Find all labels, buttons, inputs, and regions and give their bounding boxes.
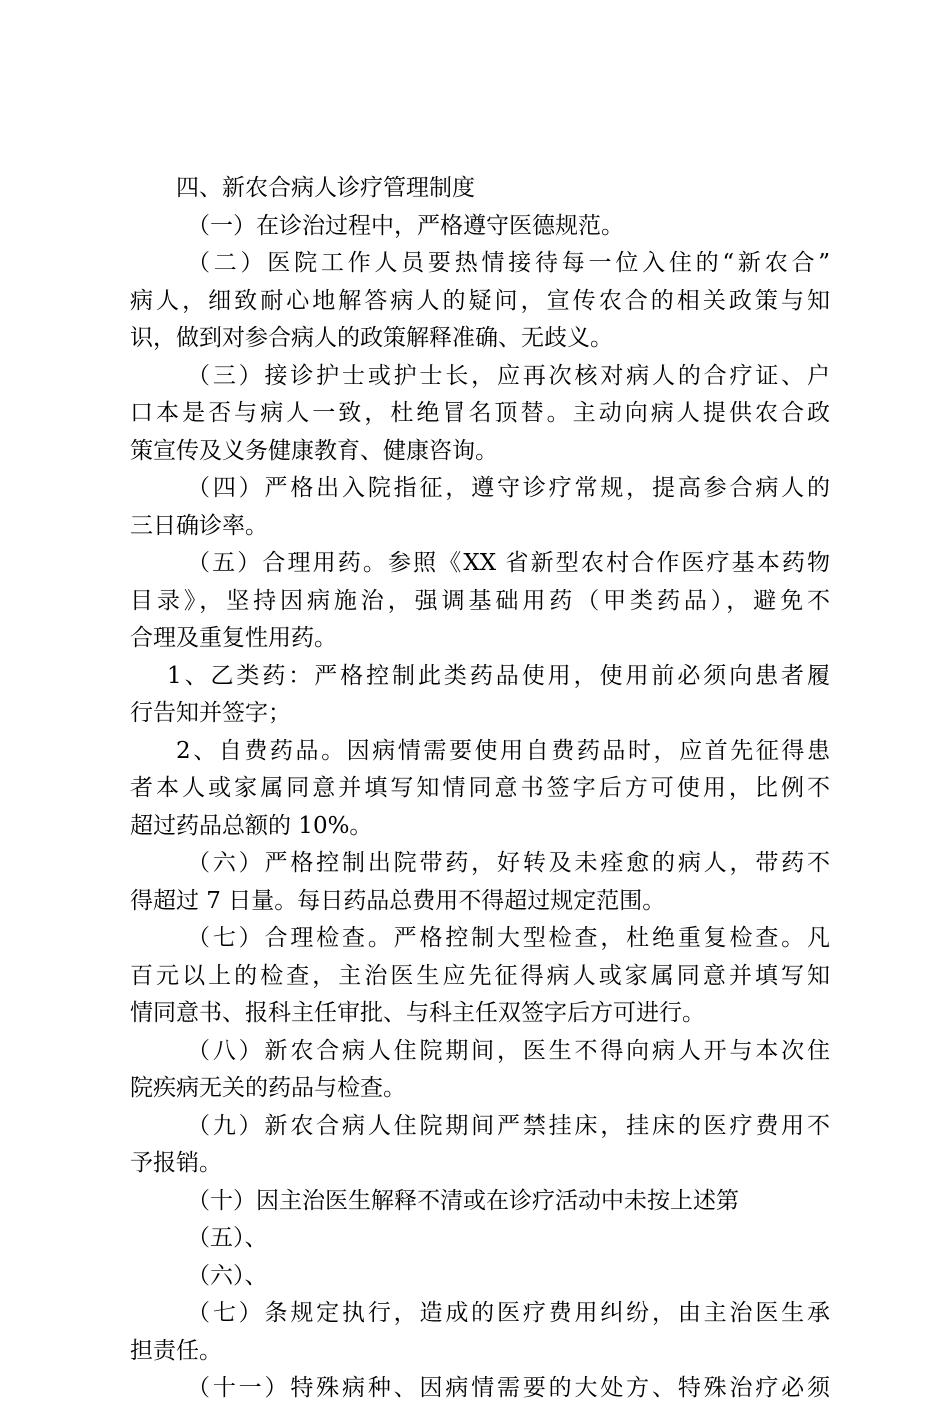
- clause-7-line-3: 情同意书、报科主任审批、与科主任双签字后方可进行。: [130, 1000, 705, 1026]
- section-heading: 四、新农合病人诊疗管理制度: [176, 175, 475, 201]
- clause-7-line-2: 百元以上的检查，主治医生应先征得病人或家属同意并填写知: [130, 962, 830, 989]
- clause-10-line-4: （七）条规定执行，造成的医疗费用纠纷，由主治医生承: [187, 1300, 830, 1326]
- clause-2-line-3: 识，做到对参合病人的政策解释准确、无歧义。: [130, 325, 613, 351]
- clause-5-line-2: 目录》，坚持因病施治，强调基础用药（甲类药品），避免不: [130, 587, 830, 614]
- clause-4-line-2: 三日确诊率。: [130, 512, 268, 539]
- clause-11-line-1: （十一）特殊病种、因病情需要的大处方、特殊治疗必须: [187, 1375, 830, 1401]
- clause-5-line-3: 合理及重复性用药。: [130, 625, 337, 651]
- subclause-2-line-2: 者本人或家属同意并填写知情同意书签字后方可使用，比例不: [130, 775, 830, 801]
- clause-7-line-1: （七）合理检查。严格控制大型检查，杜绝重复检查。凡: [187, 925, 830, 951]
- clause-2-line-2: 病人，细致耐心地解答病人的疑问，宣传农合的相关政策与知: [130, 287, 830, 314]
- subclause-1-line-1: 1、乙类药：严格控制此类药品使用，使用前必须向患者履: [167, 662, 830, 689]
- clause-6-line-2: 得超过 7 日量。每日药品总费用不得超过规定范围。: [130, 887, 666, 914]
- clause-2-line-1: （二）医院工作人员要热情接待每一位入住的“新农合”: [187, 250, 830, 276]
- clause-9-line-2: 予报销。: [130, 1150, 222, 1176]
- clause-4-line-1: （四）严格出入院指征，遵守诊疗常规，提高参合病人的: [187, 475, 830, 501]
- clause-10-line-2: （五）、: [187, 1225, 268, 1251]
- clause-3-line-1: （三）接诊护士或护士长，应再次核对病人的合疗证、户: [187, 362, 830, 389]
- clause-10-line-5: 担责任。: [130, 1337, 222, 1364]
- clause-1: （一）在诊治过程中，严格遵守医德规范。: [187, 212, 624, 239]
- subclause-2-line-1: 2、自费药品。因病情需要使用自费药品时，应首先征得患: [176, 737, 830, 764]
- clause-9-line-1: （九）新农合病人住院期间严禁挂床，挂床的医疗费用不: [187, 1112, 830, 1139]
- document-body: [130, 170, 830, 1408]
- clause-8-line-2: 院疾病无关的药品与检查。: [130, 1075, 406, 1101]
- clause-5-line-1: （五）合理用药。参照《XX 省新型农村合作医疗基本药物: [187, 550, 830, 576]
- clause-6-line-1: （六）严格控制出院带药，好转及未痊愈的病人，带药不: [187, 850, 830, 876]
- clause-10-line-1: （十）因主治医生解释不清或在诊疗活动中未按上述第: [187, 1187, 739, 1214]
- clause-10-line-3: （六）、: [187, 1262, 268, 1289]
- clause-3-line-2: 口本是否与病人一致，杜绝冒名顶替。主动向病人提供农合政: [130, 400, 830, 426]
- clause-8-line-1: （八）新农合病人住院期间，医生不得向病人开与本次住: [187, 1037, 830, 1064]
- subclause-2-line-3: 超过药品总额的 10%。: [130, 812, 373, 839]
- clause-3-line-3: 策宣传及义务健康教育、健康咨询。: [130, 437, 498, 464]
- subclause-1-line-2: 行告知并签字；: [130, 700, 291, 726]
